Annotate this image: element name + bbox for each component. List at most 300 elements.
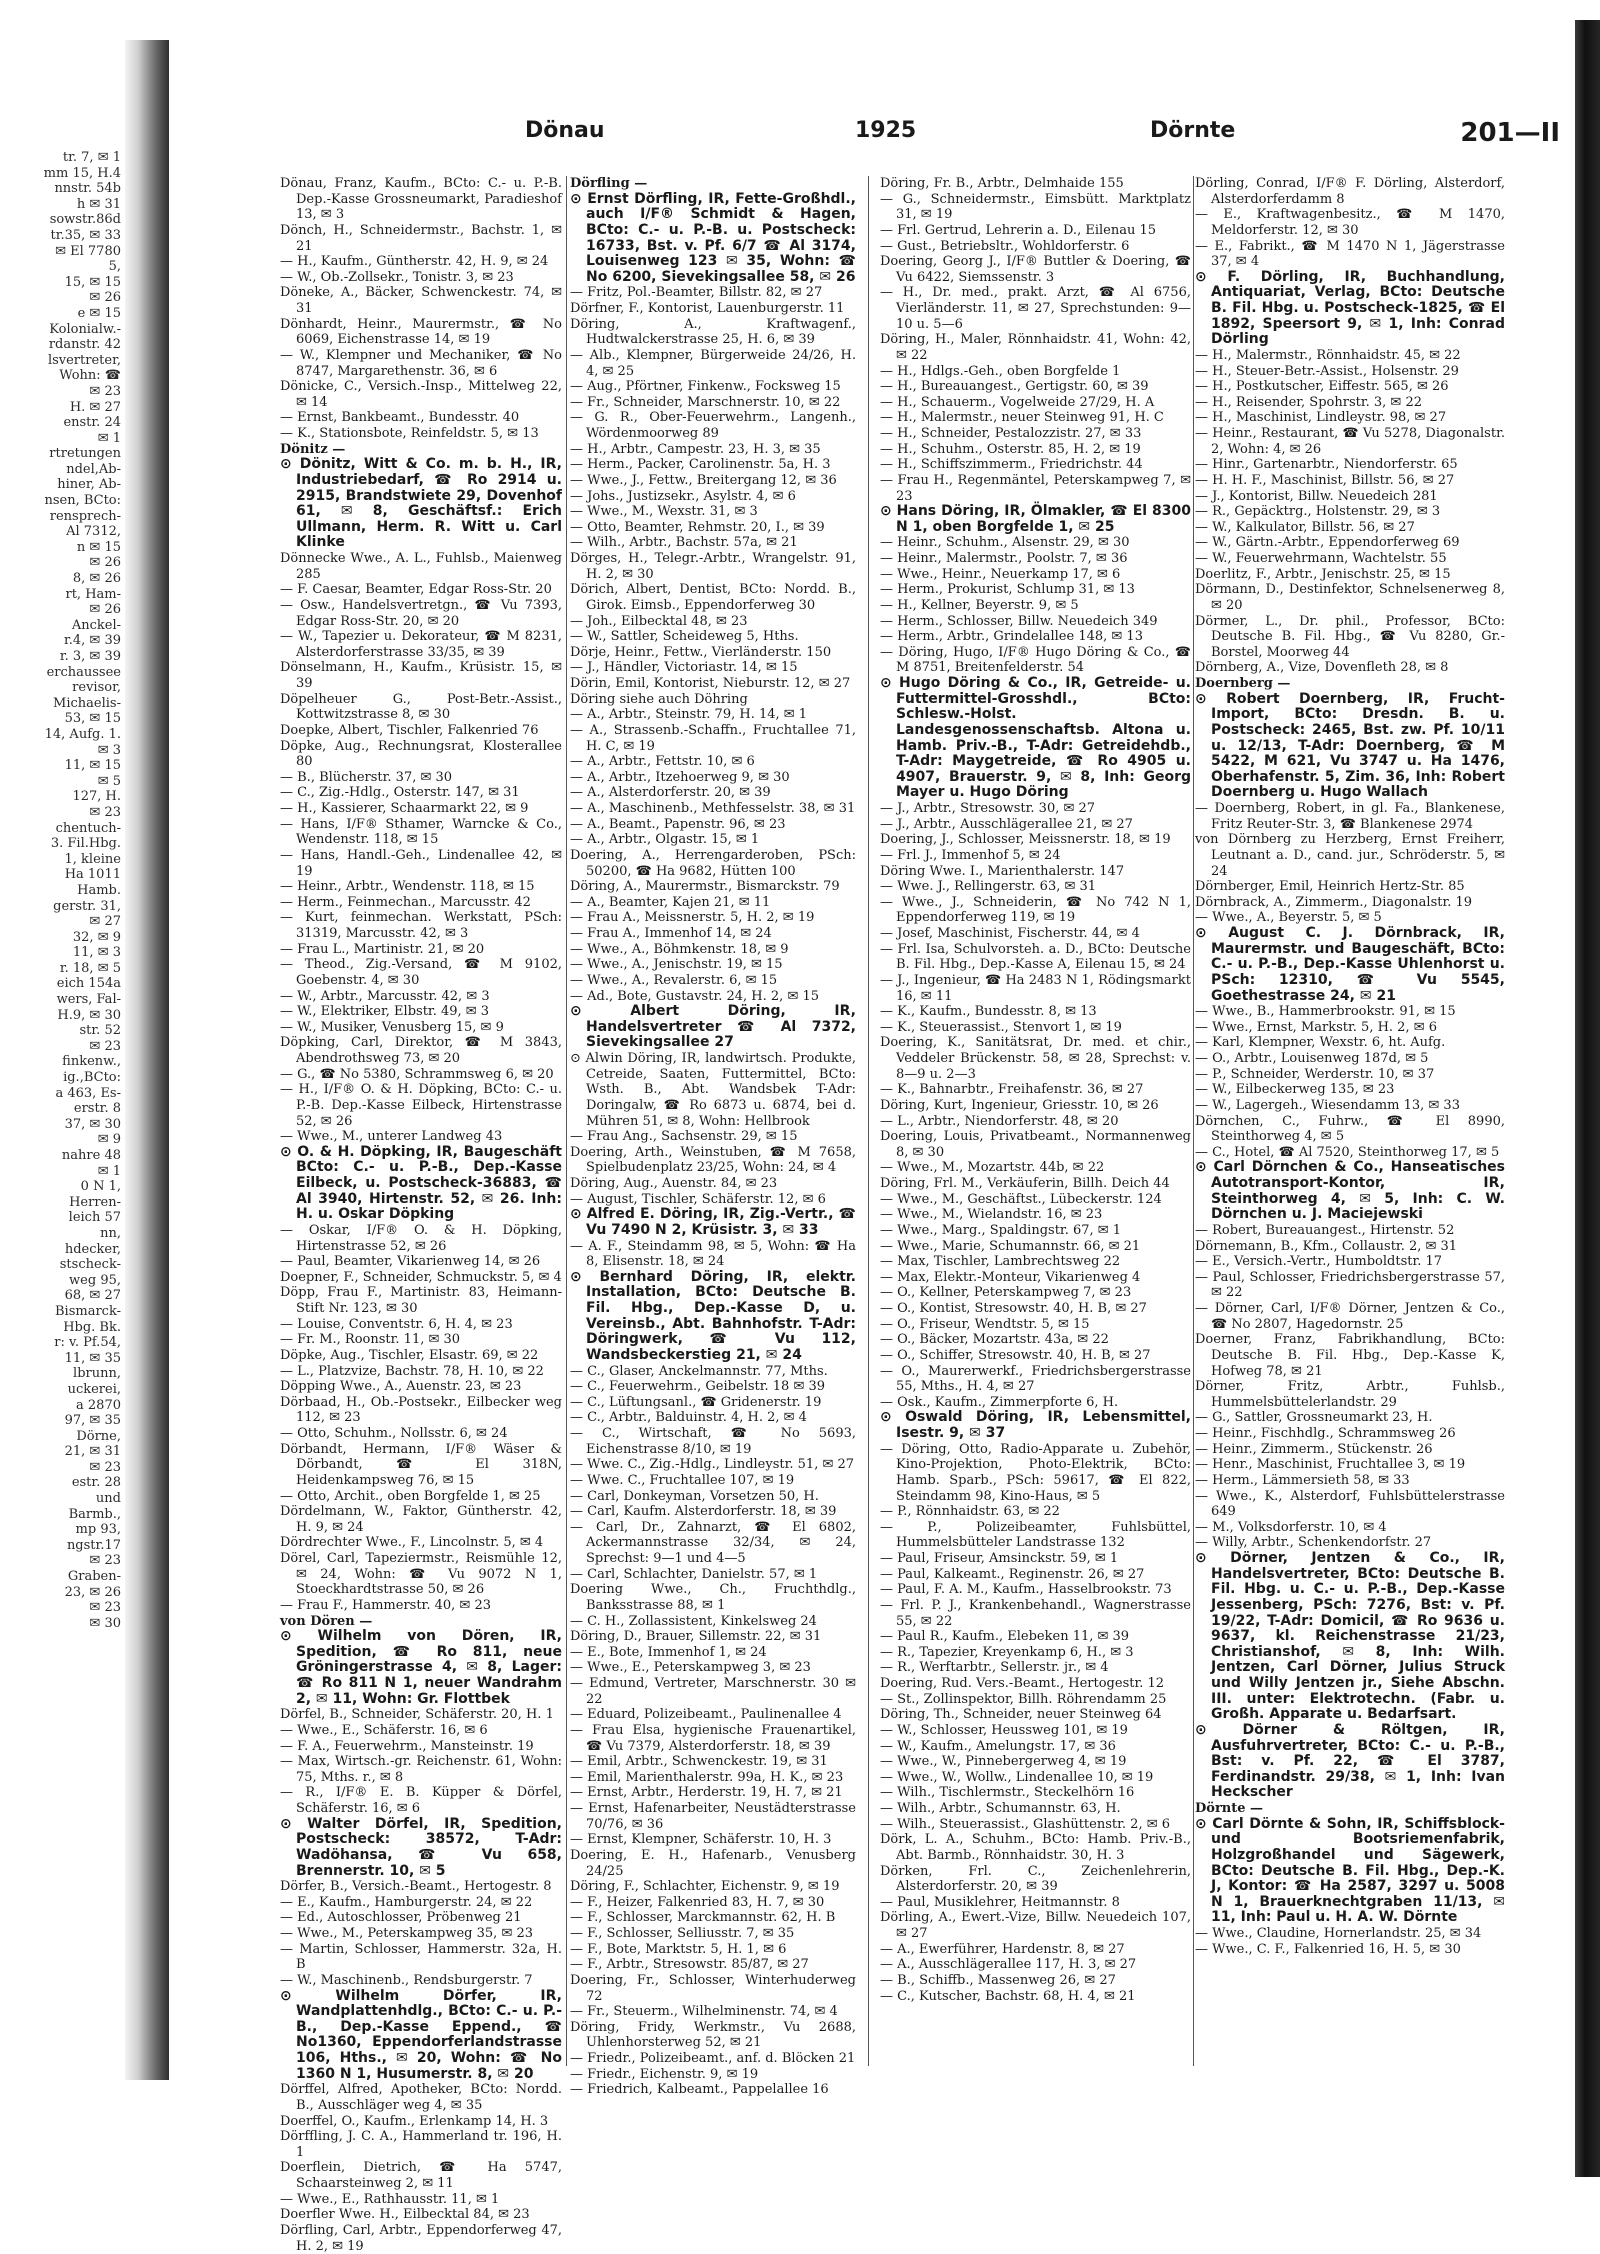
directory-entry: — Edmund, Vertreter, Marschnerstr. 30 ✉ 22 [570,1676,856,1707]
directory-entry: — H., Reisender, Spohrstr. 3, ✉ 22 [1195,394,1422,410]
directory-entry: — C., Lüftungsanl., ☎ Gridenerstr. 19 [570,1394,822,1410]
directory-entry: — Theod., Zig.-Versand, ☎ M 9102, Goebenstr. 4, ✉ 30 [280,957,562,988]
directory-entry: — Wwe., Ernst, Markstr. 5, H. 2, ✉ 6 [1195,1019,1438,1035]
directory-entry: Dörje, Heinr., Fettw., Vierländerstr. 150 [570,644,832,660]
left-page-line: ✉ 23 [89,383,121,399]
left-page-line: tr.35, ✉ 33 [50,227,121,243]
directory-entry-highlighted: ⊙ Carl Dörnte & Sohn, IR, Schiffsblock- und Bootsriemenfabrik, Holzgroßhandel und Sägewerk, BCto: Deutsche B. Fil. Hbg., Dep.-K. J, Kontor: ☎ Ha 2587, 3297 u. 5008 N 1, Brauerknechtgraben 11/13, ✉ 11, Inh: Paul u. H. A. W. Dörnte [1195,1815,1505,1926]
directory-entry: Dönhardt, Heinr., Maurermstr., ☎ No 6069, Eichenstrasse 14, ✉ 19 [280,316,562,348]
directory-entry-highlighted: ⊙ August C. J. Dörnbrack, IR, Maurermstr. und Baugeschäft, BCto: C.- u. P.-B., Dep.-Kasse Uhlenhorst u. PSch: 12310, ☎ Vu 5545, Goethestrasse 24, ✉ 21 [1195,925,1505,1004]
directory-entry: — H., Arbtr., Campestr. 23, H. 3, ✉ 35 [570,441,821,457]
directory-entry: — Friedr., Polizeibeamt., anf. d. Blöcken 21 [570,2051,856,2066]
left-page-line: Wohn: ☎ [59,368,121,384]
left-page-line: hdecker, [64,1241,121,1257]
directory-entry: — B., Schiffb., Massenweg 26, ✉ 27 [880,1972,1116,1988]
directory-entry: — Willy, Arbtr., Schenkendorfstr. 27 [1195,1535,1432,1551]
page-edge-shadow [1575,20,1600,2177]
directory-entry-highlighted: ⊙ Walter Dörfel, IR, Spedition, Postscheck: 38572, T-Adr: Wadöhansa, ☎ Vu 658, Brennerstr. 10, ✉ 5 [280,1815,562,1879]
directory-entry: Dörnemann, B., Kfm., Collaustr. 2, ✉ 31 [1195,1238,1458,1254]
directory-entry: — H., Schuhm., Osterstr. 85, H. 2, ✉ 19 [880,441,1141,457]
directory-entry: — W., Schlosser, Heussweg 101, ✉ 19 [880,1722,1128,1738]
directory-entry: Döpke, Aug., Tischler, Elsastr. 69, ✉ 22 [280,1347,539,1363]
directory-entry-highlighted: ⊙ Robert Doernberg, IR, Frucht-Import, BCto: Dresdn. B. u. Postscheck: 2465, Bst. zw. Pf. 10/11 u. 12/13, T-Adr: Doernberg, ☎ M 5422, M 621, Vu 3747 u. Ha 1476, Oberhafenstr. 5, Zim. 36, Inh: Robert Doernberg u. Hugo Wallach [1195,690,1505,801]
directory-entry: — O., Schiffer, Stresowstr. 40, H. B, ✉ 27 [880,1347,1151,1363]
directory-entry: — J., Kontorist, Billw. Neuedeich 281 [1195,488,1438,504]
directory-entry-highlighted: ⊙ Hans Döring, IR, Ölmakler, ☎ El 8300 N 1, oben Borgfelde 1, ✉ 25 [880,503,1191,535]
directory-entry-highlighted: ⊙ Dörner, Jentzen & Co., IR, Handelsvertreter, BCto: Deutsche B. Fil. Hbg. u. C.- u. P.-B., Dep.-Kasse Jessenberg, PSch: 7276, Bst: v. Pf. 19/22, T-Adr: Domicil, ☎ Ro 9636 u. 9637, kl. Reichenstrasse 21/23, Christianshof, ✉ 8, Inh: Wilh. Jentzen, Carl Dörner, Julius Struck und Willy Jentzen jr., Siehe Abschn. III. unter: Elektrotechn. (Fabr. u. Großh. Apparate u. Bedarfsart. [1195,1550,1505,1723]
left-page-line: lbrunn, [73,1366,121,1382]
directory-entry: — Hans, I/F® Sthamer, Warncke & Co., Wendenstr. 118, ✉ 15 [280,816,562,848]
directory-entry: — Paul R., Kaufm., Elebeken 11, ✉ 39 [880,1629,1130,1645]
directory-entry: — K., Bahnarbtr., Freihafenstr. 36, ✉ 27 [880,1082,1144,1098]
directory-entry: — Emil, Marienthalerstr. 99a, H. K., ✉ 23 [570,1769,844,1785]
directory-entry: — O., Kellner, Peterskampweg 7, ✉ 23 [880,1285,1132,1301]
directory-entry: — Ad., Bote, Gustavstr. 24, H. 2, ✉ 15 [570,988,820,1004]
directory-entry: — W., Elektriker, Elbstr. 49, ✉ 3 [280,1004,490,1020]
left-page-line: lsvertreter, [47,352,121,368]
left-page-line: 37, ✉ 30 [64,1116,121,1132]
left-page-line: nsen, BCto: [44,493,121,509]
left-page-line: Graben- [67,1569,121,1585]
directory-entry: — B., Blücherstr. 37, ✉ 30 [280,769,453,785]
directory-entry: — Friedrich, Kalbeamt., Pappelallee 16 [570,2082,829,2098]
directory-entry: — C., Glaser, Anckelmannstr. 77, Mths. [570,1363,828,1379]
directory-entry: — G., ☎ No 5380, Schrammsweg 6, ✉ 20 [280,1066,554,1082]
left-page-line: rensprech- [49,508,121,524]
left-page-line: mm 15, H.4 [43,165,121,181]
directory-entry: — Wilh., Steuerassist., Glashüttenstr. 2, ✉ 6 [880,1816,1170,1832]
directory-entry: — Paul, Schlosser, Friedrichsbergerstrasse 57, ✉ 22 [1195,1269,1505,1301]
directory-entry: — C., Hotel, ☎ Al 7520, Steinthorweg 17, ✉ 5 [1195,1144,1500,1160]
left-page-line: nnstr. 54b [54,181,121,197]
directory-entry: — Carl, Schlachter, Danielstr. 57, ✉ 1 [570,1566,818,1582]
left-page-line: ✉ 9 [97,1132,121,1148]
directory-entry: — Herm., Lämmersieth 58, ✉ 33 [1195,1472,1410,1488]
directory-entry: — Osw., Handelsvertretgn., ☎ Vu 7393, Edgar Ross-Str. 20, ✉ 20 [280,597,562,629]
directory-entry: — Herm., Prokurist, Schlump 31, ✉ 13 [880,582,1135,598]
directory-entry: — Paul, Friseur, Amsinckstr. 59, ✉ 1 [880,1551,1119,1566]
directory-entry: — Henr., Maschinist, Fruchtallee 3, ✉ 19 [1195,1457,1466,1473]
directory-entry: — Carl, Kaufm. Alsterdorferstr. 18, ✉ 39 [570,1504,837,1520]
left-page-line: a 463, Es- [55,1085,121,1101]
directory-entry: — Karl, Klempner, Wexstr. 6, ht. Aufg. [1195,1035,1446,1051]
directory-entry: — A., Arbtr., Itzehoerweg 9, ✉ 30 [570,769,790,785]
left-page-line: h ✉ 31 [76,196,121,212]
directory-entry: — Frl. Isa, Schulvorsteh. a. D., BCto: Deutsche B. Fil. Hbg., Dep.-Kasse A, Eilenau 15, ✉ 24 [880,941,1191,973]
directory-entry: — A., Alsterdorferstr. 20, ✉ 39 [570,785,771,801]
directory-entry: — W., Gärtn.-Arbtr., Eppendorferweg 69 [1195,535,1460,551]
directory-entry: Dörnberg, A., Vize, Dovenfleth 28, ✉ 8 [1195,660,1449,676]
directory-entry: — Emil, Arbtr., Schwenckestr. 19, ✉ 31 [570,1754,828,1770]
directory-entry: — Döring, Otto, Radio-Apparate u. Zubehör, Kino-Projektion, Photo-Elektrik, BCto: Hamb. Sparb., PSch: 59617, ☎ El 822, Steindamm 98, Kino-Haus, ✉ 5 [880,1441,1191,1504]
directory-entry: Dörbaad, H., Ob.-Postsekr., Eilbecker weg 112, ✉ 23 [280,1394,562,1426]
book-spine [125,40,169,2080]
directory-entry-highlighted: ⊙ Albert Döring, IR, Handelsvertreter ☎ Al 7372, Sievekingsallee 27 [570,1003,856,1051]
header-year: 1925 [855,118,917,143]
left-page-line: 3. Fil.Hbg. [50,836,121,852]
directory-entry: — Wwe., A., Jenischstr. 19, ✉ 15 [570,957,783,973]
directory-entry: — Josef, Maschinist, Fischerstr. 44, ✉ 4 [880,926,1140,941]
directory-entry: — Frl. P. J., Krankenbehandl., Wagnerstrasse 55, ✉ 22 [880,1597,1191,1629]
directory-entry: — August, Tischler, Schäferstr. 12, ✉ 6 [570,1191,826,1207]
left-page-line: Kolonialw.- [49,321,121,337]
directory-entry: Doering, Rud. Vers.-Beamt., Hertogestr. 12 [880,1676,1165,1691]
left-page-line: 0 N 1, [80,1179,121,1195]
directory-entry: — H., Kassierer, Schaarmarkt 22, ✉ 9 [280,801,529,816]
directory-entry: — F., Arbtr., Stresowstr. 85/87, ✉ 27 [570,1957,809,1973]
directory-entry-highlighted: ⊙ Ernst Dörfling, IR, Fette-Großhdl., auch I/F® Schmidt & Hagen, BCto: C.- u. P.-B. u. Postscheck: 16733, Bst. v. Pf. 6/7 ☎ Al 3174, Louisenweg 123 ✉ 35, Wohn: ☎ No 6200, Sievekingsallee 58, ✉ 26 [570,190,856,285]
directory-entry: — Herm., Feinmechan., Marcusstr. 42 [280,894,531,910]
directory-entry: — Osk., Kaufm., Zimmerpforte 6, H. [880,1394,1119,1410]
directory-entry: — P., Rönnhaidstr. 63, ✉ 22 [880,1504,1060,1520]
directory-entry: — Ernst, Bankbeamt., Bundesstr. 40 [280,410,520,426]
directory-entry: — H., Kellner, Beyerstr. 9, ✉ 5 [880,597,1079,613]
directory-entry: — A., Beamt., Papenstr. 96, ✉ 23 [570,816,786,832]
directory-entry: Döring, Th., Schneider, neuer Steinweg 64 [880,1707,1162,1723]
directory-entry: — Robert, Bureauangest., Hirtenstr. 52 [1195,1222,1455,1238]
left-page-line: enstr. 24 [63,415,121,431]
directory-entry-highlighted: ⊙ F. Dörling, IR, Buchhandlung, Antiquariat, Verlag, BCto: Deutsche B. Fil. Hbg. u. Postscheck-1825, ☎ El 1892, Speersort 9, ✉ 1, Inh: Conrad Dörling [1195,268,1505,348]
directory-entry: Dörfner, F., Kontorist, Lauenburgerstr. 11 [570,301,845,316]
directory-entry: — Frl. Gertrud, Lehrerin a. D., Eilenau 15 [880,222,1157,238]
directory-entry: Doering, Fr., Schlosser, Winterhuderweg 72 [570,1972,856,2004]
left-page-line: eich 154a [56,976,121,992]
directory-entry: — Paul, Kalkeamt., Reginenstr. 26, ✉ 27 [880,1566,1145,1582]
directory-entry-highlighted: ⊙ Wilhelm von Dören, IR, Spedition, ☎ Ro 811, neue Gröningerstrasse 4, ✉ 8, Lager: ☎ Ro 811 N 1, neuer Wandrahm 2, ✉ 11, Wohn: Gr. Flottbek [280,1628,562,1707]
directory-entry: Dörnchen, C., Fuhrw., ☎ El 8990, Steinthorweg 4, ✉ 5 [1195,1113,1505,1145]
directory-entry: — O., Bäcker, Mozartstr. 43a, ✉ 22 [880,1332,1109,1348]
directory-entry: Döpelheuer G., Post-Betr.-Assist., Kottwitzstrasse 8, ✉ 30 [280,691,562,723]
directory-entry: — K., Stationsbote, Reinfeldstr. 5, ✉ 13 [280,426,539,441]
left-page-line: Michaelis- [53,695,121,711]
directory-entry: — F. Caesar, Beamter, Edgar Ross-Str. 20 [280,582,552,598]
directory-entry: — Wilh., Tischlermstr., Steckelhörn 16 [880,1785,1135,1801]
left-page-line: e ✉ 15 [77,305,121,321]
directory-entry: — Wwe., Marg., Spaldingstr. 67, ✉ 1 [880,1222,1122,1238]
directory-entry: — Herm., Arbtr., Grindelallee 148, ✉ 13 [880,629,1143,645]
directory-entry: — Fr. M., Roonstr. 11, ✉ 30 [280,1332,461,1348]
directory-entry: — H., Schiffszimmerm., Friedrichstr. 44 [880,457,1143,473]
directory-entry: — Gust., Betriebsltr., Wohldorferstr. 6 [880,238,1130,254]
directory-entry: Dördrechter Wwe., F., Lincolnstr. 5, ✉ 4 [280,1535,544,1551]
left-page-line: und [95,1491,121,1507]
left-page-line: r: v. Pf.54, [54,1335,121,1351]
column-divider [868,176,869,2066]
directory-entry: — Paul, Beamter, Vikarienweg 14, ✉ 26 [280,1254,541,1270]
left-page-line: 23, ✉ 26 [64,1584,121,1600]
directory-entry: — Joh., Eilbecktal 48, ✉ 23 [570,613,748,629]
directory-entry: Doerfler Wwe. H., Eilbecktal 84, ✉ 23 [280,2207,530,2223]
directory-entry: — J., Händler, Victoriastr. 14, ✉ 15 [570,660,798,676]
directory-entry: Doering, E. H., Hafenarb., Venusberg 24/25 [570,1847,856,1879]
directory-entry: — E., Bote, Immenhof 1, ✉ 24 [570,1644,767,1660]
directory-entry: Doering, Georg J., I/F® Buttler & Doering, ☎ Vu 6422, Siemssenstr. 3 [880,254,1191,285]
left-page-line: 53, ✉ 15 [64,711,121,727]
header-first-entry: Dönau [525,118,605,143]
directory-entry: — H., Malermstr., Rönnhaidstr. 45, ✉ 22 [1195,347,1461,363]
directory-entry: Dörmann, D., Destinfektor, Schnelsenerweg 8, ✉ 20 [1195,582,1505,613]
directory-section-heading: von Dören — [280,1613,373,1629]
directory-entry: Döring, Frl. M., Verkäuferin, Billh. Deich 44 [880,1176,1170,1191]
left-page-line: ✉ 1 [97,1163,121,1179]
directory-entry: — Wwe., M., Wexstr. 31, ✉ 3 [570,504,758,520]
left-page-strip [0,150,125,2180]
column-divider [566,176,567,2066]
left-page-line: ✉ 23 [89,1600,121,1616]
directory-entry: Dörk, L. A., Schuhm., BCto: Hamb. Priv.-B., Abt. Barmb., Rönnhaidstr. 30, H. 3 [880,1832,1191,1863]
directory-entry: Dörner, Fritz, Arbtr., Fuhlsb., Hummelsbüttelerlandstr. 29 [1195,1379,1505,1410]
directory-entry: — Ernst, Arbtr., Herderstr. 19, H. 7, ✉ 21 [570,1785,843,1801]
directory-entry: — Heinr., Arbtr., Wendenstr. 118, ✉ 15 [280,879,535,895]
directory-entry: — Wwe., J., Fettw., Breitergang 12, ✉ 36 [570,472,837,488]
directory-entry: — C., Arbtr., Balduinstr. 4, H. 2, ✉ 4 [570,1410,807,1426]
left-page-line: ✉ 26 [89,602,121,618]
directory-entry: — Heinr., Zimmerm., Stückenstr. 26 [1195,1441,1433,1457]
directory-entry: Doering, Louis, Privatbeamt., Normannenweg 8, ✉ 30 [880,1129,1191,1160]
directory-entry: — Doernberg, Robert, in gl. Fa., Blankenese, Fritz Reuter-Str. 3, ☎ Blankenese 2974 [1195,801,1505,832]
directory-entry: Döring, Fridy, Werkmstr., Vu 2688, Uhlenhorsterweg 52, ✉ 21 [570,2019,856,2051]
directory-entry: — Ed., Autoschlosser, Pröbenweg 21 [280,1910,522,1926]
directory-entry: — Louise, Conventstr. 6, H. 4, ✉ 23 [280,1316,513,1332]
directory-entry: Döring siehe auch Döhring [570,691,748,707]
directory-entry: — F., Schlosser, Marckmannstr. 62, H. B [570,1910,836,1926]
directory-entry: — Wilh., Arbtr., Schumannstr. 63, H. [880,1801,1121,1816]
directory-entry: Doerner, Franz, Fabrikhandlung, BCto: Deutsche B. Fil. Hbg., Dep.-Kasse K, Hofweg 78, ✉ 21 [1195,1332,1505,1379]
directory-entry: — Wwe., Heinr., Neuerkamp 17, ✉ 6 [880,566,1121,582]
left-page-line: nn, [100,1225,121,1241]
directory-entry-highlighted: ⊙ O. & H. Döpking, IR, Baugeschäft BCto: C.- u. P.-B., Dep.-Kasse Eilbeck, u. Postscheck-36883, ☎ Al 3940, Hirtenstr. 52, ✉ 26. Inh: H. u. Oskar Döpking [280,1143,562,1223]
left-page-line: Al 7312, [66,524,121,540]
left-page-line: Herren- [69,1194,121,1210]
directory-entry: Doering, J., Schlosser, Meissnerstr. 18, ✉ 19 [880,832,1171,848]
column-divider [1193,176,1194,2066]
directory-entry: — H., Schauerm., Vogelweide 27/29, H. A [880,394,1155,410]
directory-entry: — Wwe., M., Peterskampweg 35, ✉ 23 [280,1926,534,1941]
directory-entry: — Fr., Schneider, Marschnerstr. 10, ✉ 22 [570,394,841,410]
directory-entry: — Alb., Klempner, Bürgerweide 24/26, H. 4, ✉ 25 [570,347,856,379]
left-page-line: Ha 1011 [64,867,121,883]
directory-entry: — Frau A., Meissnerstr. 5, H. 2, ✉ 19 [570,910,815,926]
directory-entry: Dörich, Albert, Dentist, BCto: Nordd. B., Girok. Eimsb., Eppendorferweg 30 [570,582,856,613]
directory-entry: ⊙ Alwin Döring, IR, landwirtsch. Produkte, Cetreide, Saaten, Futtermittel, BCto: Wsth. B., Abt. Wandsbek T-Adr: Doringalw, ☎ Ro 6873 u. 6874, bei d. Mühren 51, ✉ 8, Wohn: Hellbrook [570,1051,856,1129]
directory-entry: — R., Gepäcktrg., Holstenstr. 29, ✉ 3 [1195,504,1441,520]
directory-entry: — J., Arbtr., Ausschlägerallee 21, ✉ 27 [880,816,1133,832]
directory-entry: Dörbandt, Hermann, I/F® Wäser & Dörbandt, ☎ El 318N, Heidenkampsweg 76, ✉ 15 [280,1441,562,1488]
directory-entry: — R., Tapezier, Kreyenkamp 6, H., ✉ 3 [880,1644,1134,1660]
directory-entry: — C., Kutscher, Bachstr. 68, H. 4, ✉ 21 [880,1988,1136,2004]
directory-entry-highlighted: ⊙ Dörner & Röltgen, IR, Ausfuhrvertreter, BCto: C.- u. P.-B., Bst: v. Pf. 22, ☎ El 3787, Ferdinandstr. 29/38, ✉ 1, Inh: Ivan Heckscher [1195,1721,1505,1801]
directory-entry: Döring, Fr. B., Arbtr., Delmhaide 155 [880,176,1124,191]
directory-entry: Döpking, Carl, Direktor, ☎ M 3843, Abendrothsweg 73, ✉ 20 [280,1035,562,1066]
directory-entry: — O., Friseur, Wendtstr. 5, ✉ 15 [880,1316,1090,1332]
running-header [260,118,1560,148]
directory-entry: — W., Kaufm., Amelungstr. 17, ✉ 36 [880,1738,1116,1754]
directory-entry: Dönicke, C., Versich.-Insp., Mittelweg 22, ✉ 14 [280,379,562,410]
left-page-line: 11, ✉ 3 [72,945,121,961]
directory-entry: — A., Strassenb.-Schaffn., Fruchtallee 71, H. C, ✉ 19 [570,722,856,754]
directory-entry: — W., Tapezier u. Dekorateur, ☎ M 8231, Alsterdorferstrasse 33/35, ✉ 39 [280,629,562,660]
directory-entry-highlighted: ⊙ Dönitz, Witt & Co. m. b. H., IR, Industriebedarf, ☎ Ro 2914 u. 2915, Brandstwiete 29, Dovenhof 61, ✉ 8, Geschäftsf.: Erich Ullmann, Herm. R. Witt u. Carl Klinke [280,456,562,551]
directory-entry: — Wwe., Claudine, Hornerlandstr. 25, ✉ 34 [1195,1926,1482,1941]
left-page-line: 14, Aufg. 1. [44,726,121,742]
directory-entry: — W., Musiker, Venusberg 15, ✉ 9 [280,1019,504,1035]
directory-entry: — Wwe., M., Mozartstr. 44b, ✉ 22 [880,1160,1105,1176]
directory-entry: — R., Werftarbtr., Sellerstr. jr., ✉ 4 [880,1660,1109,1676]
directory-entry: — Dörner, Carl, I/F® Dörner, Jentzen & Co., ☎ No 2807, Hagedornstr. 25 [1195,1301,1505,1332]
directory-entry: — Wwe., A., Beyerstr. 5, ✉ 5 [1195,910,1382,926]
left-page-line: stscheck- [59,1257,121,1273]
directory-entry: — Ernst, Klempner, Schäferstr. 10, H. 3 [570,1832,832,1848]
directory-entry: — P., Schneider, Werderstr. 10, ✉ 37 [1195,1066,1435,1082]
directory-entry: — C., Wirtschaft, ☎ No 5693, Eichenstrasse 8/10, ✉ 19 [570,1426,856,1457]
directory-entry: Dörnberger, Emil, Heinrich Hertz-Str. 85 [1195,879,1465,895]
directory-entry: — H., Kaufm., Güntherstr. 42, H. 9, ✉ 24 [280,254,549,270]
directory-entry-highlighted: ⊙ Hugo Döring & Co., IR, Getreide- u. Futtermittel-Grosshdl., BCto: Schlesw.-Holst. Landesgenossenschaftsb. Altona u. Hamb. Priv.-B., T-Adr: Getreidehdb., T-Adr: Maygetreide, ☎ Ro 4905 u. 4907, Brauerstr. 9, ✉ 8, Inh: Georg Mayer u. Hugo Döring [880,675,1191,801]
directory-entry: Dörmer, L., Dr. phil., Professor, BCto: Deutsche B. Fil. Hbg., ☎ Vu 8280, Gr.-Borstel, Moorweg 44 [1195,613,1505,660]
directory-entry: Dörel, Carl, Tapeziermstr., Reismühle 12, ✉ 24, Wohn: ☎ Vu 9072 N 1, Stoeckhardtstrasse 50, ✉ 26 [280,1551,562,1598]
directory-entry: — F., Heizer, Falkenried 83, H. 7, ✉ 30 [570,1894,825,1910]
directory-entry-highlighted: ⊙ Bernhard Döring, IR, elektr. Installation, BCto: Deutsche B. Fil. Hbg., Dep.-Kasse D, u. Vereinsb., Abt. Bahnhofstr. T-Adr: Döringwerk, ☎ Vu 112, Wandsbeckerstieg 21, ✉ 24 [570,1268,856,1363]
directory-entry: Dönnecke Wwe., A. L., Fuhlsb., Maienweg 285 [280,551,562,582]
directory-entry: — E., Kraftwagenbesitz., ☎ M 1470, Meldorferstr. 12, ✉ 30 [1195,207,1505,238]
directory-entry: — C. H., Zollassistent, Kinkelsweg 24 [570,1613,817,1629]
directory-entry: — Otto, Beamter, Rehmstr. 20, I., ✉ 39 [570,519,825,535]
directory-entry: — J., Arbtr., Stresowstr. 30, ✉ 27 [880,801,1096,816]
directory-entry: — Wwe., W., Pinnebergerweg 4, ✉ 19 [880,1754,1127,1770]
left-page-line: ✉ 23 [89,804,121,820]
directory-entry: — Carl, Dr., Zahnarzt, ☎ El 6802, Ackermannstrasse 32/34, ✉ 24, Sprechst: 9—1 und 4—5 [570,1519,856,1566]
directory-entry: — H., I/F® O. & H. Döpking, BCto: C.- u. P.-B. Dep.-Kasse Eilbeck, Hirtenstrasse 52, ✉ 26 [280,1082,562,1129]
left-page-line: Hbg. Bk. [63,1319,121,1335]
directory-entry: — F., Bote, Marktstr. 5, H. 1, ✉ 6 [570,1941,787,1957]
directory-entry: — Paul, Musiklehrer, Heitmannstr. 8 [880,1894,1120,1910]
left-page-line: str. 52 [79,1023,121,1039]
left-page-line: 97, ✉ 35 [64,1413,121,1429]
directory-entry: — Frau F., Hammerstr. 40, ✉ 23 [280,1597,491,1613]
left-page-line: r. 3, ✉ 39 [59,649,121,664]
left-page-line: 8, ✉ 26 [72,571,121,587]
directory-entry: — Wwe., E., Schäferstr. 16, ✉ 6 [280,1722,488,1738]
directory-entry: Dörling, Conrad, I/F® F. Dörling, Alsterdorf, Alsterdorferdamm 8 [1195,176,1505,207]
directory-entry: — Fr., Steuerm., Wilhelminenstr. 74, ✉ 4 [570,2004,838,2020]
left-page-line: rdanstr. 42 [48,337,121,353]
directory-entry: Dörnbrack, A., Zimmerm., Diagonalstr. 19 [1195,894,1473,910]
directory-entry: — L., Arbtr., Niendorferstr. 48, ✉ 20 [880,1113,1119,1129]
directory-entry-highlighted: ⊙ Carl Dörnchen & Co., Hanseatisches Autotransport-Kontor, IR, Steinthorweg 4, ✉ 5, Inh: C. W. Dörnchen u. J. Maciejewski [1195,1159,1505,1223]
directory-entry: — Wwe., J., Schneiderin, ☎ No 742 N 1, Eppendorferweg 119, ✉ 19 [880,894,1191,926]
directory-entry: — Frau A., Immenhof 14, ✉ 24 [570,926,772,941]
directory-entry: — Hans, Handl.-Geh., Lindenallee 42, ✉ 19 [280,847,562,879]
left-page-line: weg 95, [69,1272,121,1288]
left-page-line: chentuch- [55,820,121,836]
directory-entry: — Herm., Packer, Carolinenstr. 5a, H. 3 [570,457,831,473]
directory-entry: — Friedr., Eichenstr. 9, ✉ 19 [570,2066,759,2082]
directory-column-3 [880,176,1191,2106]
directory-entry: — H., Malermstr., neuer Steinweg 91, H. C [880,410,1164,426]
directory-entry: — Wwe. C., Zig.-Hdlg., Lindleystr. 51, ✉ 27 [570,1457,855,1473]
left-page-line: ig.,BCto: [63,1070,121,1086]
left-page-line: nahre 48 [61,1148,121,1163]
directory-entry: Dörffling, J. C. A., Hammerland tr. 196, H. 1 [280,2129,562,2160]
directory-entry: Döneke, A., Bäcker, Schwenckestr. 74, ✉ 31 [280,285,562,316]
left-page-line: 11, ✉ 35 [64,1350,121,1366]
directory-entry: Doering, Arth., Weinstuben, ☎ M 7658, Spielbudenplatz 23/25, Wohn: 24, ✉ 4 [570,1144,856,1176]
left-page-line: 127, H. [72,789,121,805]
directory-entry-highlighted: ⊙ Wilhelm Dörfer, IR, Wandplattenhdlg., BCto: C.- u. P.-B., Dep.-Kasse Eppend., ☎ No1360, Eppendorferlandstrasse 106, Hths., ✉ 20, Wohn: ☎ No 1360 N 1, Husumerstr. 8, ✉ 20 [280,1987,562,2082]
directory-entry: — W., Klempner und Mechaniker, ☎ No 8747, Margarethenstr. 36, ✉ 6 [280,347,562,379]
left-page-line: H. ✉ 27 [69,399,121,415]
directory-entry: — Eduard, Polizeibeamt., Paulinenallee 4 [570,1707,842,1723]
directory-entry: Döpke, Aug., Rechnungsrat, Klosterallee 80 [280,738,562,770]
directory-entry: — H., Schneider, Pestalozzistr. 27, ✉ 33 [880,426,1142,441]
directory-entry: Dörfling, Carl, Arbtr., Eppendorferweg 47, H. 2, ✉ 19 [280,2222,562,2254]
directory-entry: — Frau H., Regenmäntel, Peterskampweg 7, ✉ 23 [880,472,1191,504]
directory-entry: — Ernst, Hafenarbeiter, Neustädterstrasse 70/76, ✉ 36 [570,1801,856,1832]
directory-entry: — Wwe., Marie, Schumannstr. 66, ✉ 21 [880,1238,1141,1254]
left-page-line: ngstr.17 [66,1537,121,1553]
left-page-line: tr. 7, ✉ 1 [62,150,121,165]
left-page-line: ✉ 23 [89,1459,121,1475]
directory-entry: — Fritz, Pol.-Beamter, Billstr. 82, ✉ 27 [570,285,823,301]
directory-entry: — P., Polizeibeamter, Fuhlsbüttel, Hummelsbütteler Landstrasse 132 [880,1519,1191,1551]
directory-entry: — E., Versich.-Vertr., Humboldtstr. 17 [1195,1254,1443,1270]
directory-section-heading: Dörfling — [570,176,648,191]
directory-entry: — E., Kaufm., Hamburgerstr. 24, ✉ 22 [280,1894,533,1910]
directory-entry: Dörfer, B., Versich.-Beamt., Hertogestr. 8 [280,1879,552,1895]
directory-entry: — Kurt, feinmechan. Werkstatt, PSch: 31319, Marcusstr. 42, ✉ 3 [280,910,562,941]
left-page-line: 11, ✉ 15 [64,758,121,774]
left-page-line: a 2870 [76,1397,121,1413]
left-page-line: estr. 28 [71,1475,121,1491]
directory-entry: Döring, A., Kraftwagenf., Hudtwalckerstrasse 25, H. 6, ✉ 39 [570,316,856,348]
directory-entry: — Herm., Schlosser, Billw. Neuedeich 349 [880,613,1158,629]
directory-entry: — A., Arbtr., Steinstr. 79, H. 14, ✉ 1 [570,707,808,723]
directory-entry: — Aug., Pförtner, Finkenw., Focksweg 15 [570,379,841,395]
directory-entry: — F. A., Feuerwehrm., Mansteinstr. 19 [280,1738,534,1754]
directory-entry: — Wwe. J., Rellingerstr. 63, ✉ 31 [880,879,1097,895]
left-page-line: erstr. 8 [73,1101,121,1117]
directory-entry: — Paul, F. A. M., Kaufm., Hasselbrookstr. 73 [880,1582,1172,1598]
directory-entry: — Wwe., E., Rathhausstr. 11, ✉ 1 [280,2191,500,2207]
directory-entry: — W., Feuerwehrmann, Wachtelstr. 55 [1195,551,1447,566]
directory-entry: Döring Wwe. I., Marienthalerstr. 147 [880,863,1125,879]
directory-entry: Döpping Wwe., A., Auenstr. 23, ✉ 23 [280,1379,522,1395]
directory-entry: — A., Beamter, Kajen 21, ✉ 11 [570,894,771,910]
directory-entry-highlighted: ⊙ Alfred E. Döring, IR, Zig.-Vertr., ☎ Vu 7490 N 2, Krüsistr. 3, ✉ 33 [570,1206,856,1238]
directory-entry: Dörling, A., Ewert.-Vize, Billw. Neuedeich 107, ✉ 27 [880,1910,1191,1941]
directory-entry: — H., Bureauangest., Gertigstr. 60, ✉ 39 [880,379,1149,395]
left-page-line: ✉ 23 [89,1038,121,1054]
directory-entry: Döring, H., Maler, Rönnhaidstr. 41, Wohn: 42, ✉ 22 [880,332,1191,363]
directory-entry: — W., Lagergeh., Wiesendamm 13, ✉ 33 [1195,1097,1460,1113]
directory-entry: — W., Kalkulator, Billstr. 56, ✉ 27 [1195,519,1415,535]
left-page-line: 32, ✉ 9 [72,929,121,945]
directory-entry: — A., Arbtr., Fettstr. 10, ✉ 6 [570,754,755,770]
directory-entry: — H., Steuer-Betr.-Assist., Holsenstr. 29 [1195,363,1459,379]
directory-entry: — Heinr., Schuhm., Alsenstr. 29, ✉ 30 [880,535,1130,551]
directory-entry: — Martin, Schlosser, Hammerstr. 32a, H. B [280,1941,562,1973]
directory-entry: Dönselmann, H., Kaufm., Krüsistr. 15, ✉ 39 [280,660,562,691]
left-page-line: finkenw., [62,1054,121,1070]
left-page-line: erchaussee [46,664,121,680]
left-page-line: 21, ✉ 31 [64,1444,121,1460]
directory-entry: — C., Feuerwehrm., Geibelstr. 18 ✉ 39 [570,1379,826,1395]
directory-entry: — Wwe., M., Wielandstr. 16, ✉ 23 [880,1207,1103,1223]
left-page-line: revisor, [72,680,121,696]
directory-entry: — Wwe., M., unterer Landweg 43 [280,1129,503,1145]
left-page-line: ✉ 30 [89,1615,121,1631]
page-number: 201—II [1460,118,1560,148]
